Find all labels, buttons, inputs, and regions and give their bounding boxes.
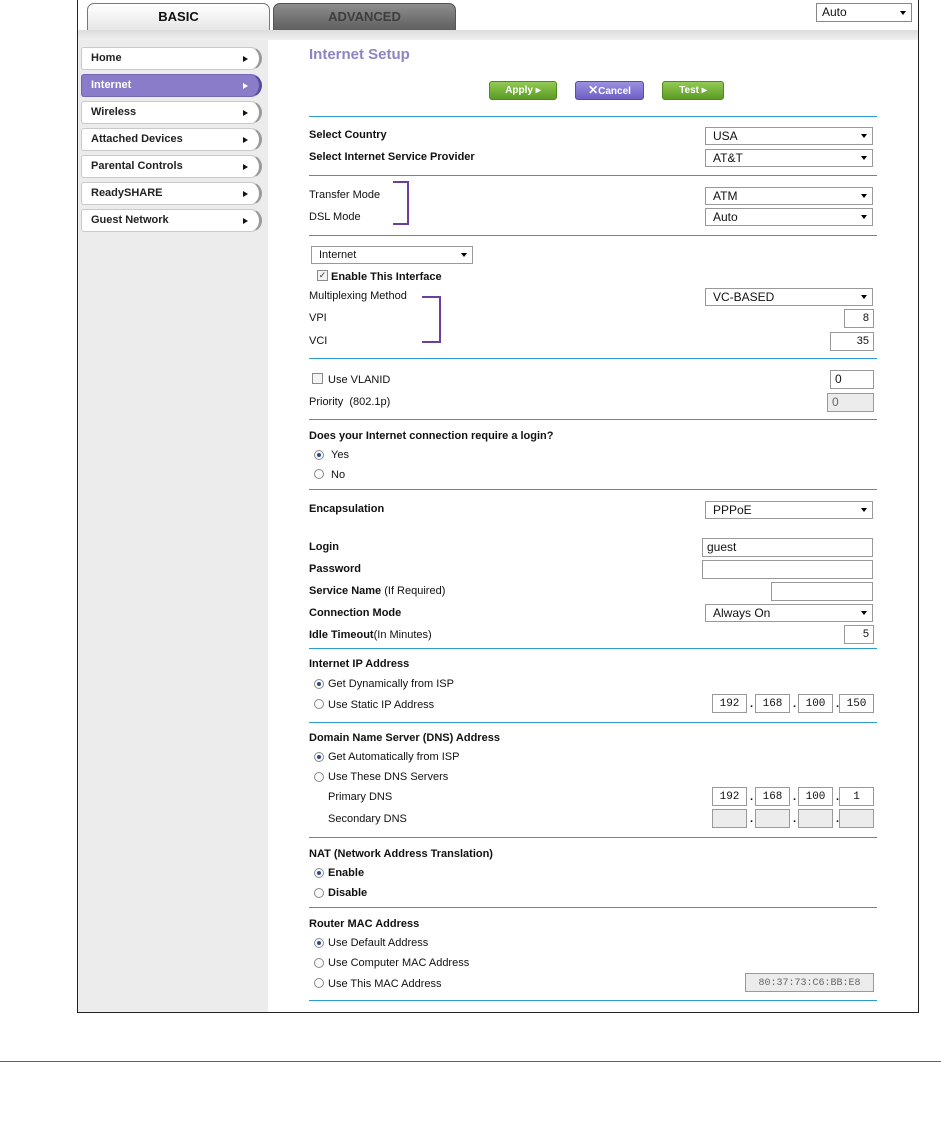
sidebar-item-label: Attached Devices [91, 133, 183, 145]
priority-input: 0 [827, 393, 874, 412]
secondary-dns-octet-4[interactable] [839, 809, 874, 828]
router-admin-window [77, 0, 919, 1013]
ip-dynamic-label: Get Dynamically from ISP [328, 678, 454, 690]
sidebar-item-wireless[interactable] [81, 101, 262, 124]
chevron-down-icon [461, 253, 467, 257]
mac-computer-label: Use Computer MAC Address [328, 957, 470, 969]
octet-separator: . [793, 791, 797, 803]
password-input[interactable] [702, 560, 873, 579]
section-divider [309, 722, 877, 723]
idle-timeout-label [309, 629, 432, 641]
ip-octet-1[interactable]: 192 [712, 694, 747, 713]
vci-label: VCI [309, 335, 328, 347]
service-name-label [309, 585, 445, 597]
vlanid-input[interactable]: 0 [830, 370, 874, 389]
nat-heading: NAT (Network Address Translation) [309, 848, 493, 860]
mac-custom-radio[interactable] [314, 978, 324, 988]
multiplexing-label: Multiplexing Method [309, 290, 407, 302]
transfer-mode-label: Transfer Mode [309, 189, 381, 201]
priority-label: Priority (802.1p) [309, 396, 391, 408]
ip-static-label: Use Static IP Address [328, 699, 435, 711]
main-panel [290, 40, 919, 1012]
dns-manual-label: Use These DNS Servers [328, 771, 449, 783]
sidebar-item-label: Guest Network [91, 214, 169, 226]
sidebar-item-label: Parental Controls [91, 160, 183, 172]
enable-interface-label: Enable This Interface [331, 271, 442, 283]
sidebar-item-internet[interactable] [81, 74, 262, 97]
secondary-dns-octet-2[interactable] [755, 809, 790, 828]
section-divider [309, 116, 877, 117]
section-divider [309, 235, 877, 236]
secondary-dns-octet-1[interactable] [712, 809, 747, 828]
section-divider [309, 358, 877, 359]
octet-separator: . [750, 791, 754, 803]
dns-auto-label: Get Automatically from ISP [328, 751, 460, 763]
primary-dns-label: Primary DNS [328, 791, 393, 803]
page-title: Internet Setup [309, 46, 410, 63]
octet-separator: . [836, 791, 840, 803]
mac-address-input[interactable]: 80:37:73:C6:BB:E8 [745, 973, 874, 992]
ip-address-heading: Internet IP Address [309, 658, 410, 670]
octet-separator: . [836, 698, 840, 710]
login-required-question: Does your Internet connection require a login? [309, 430, 554, 442]
vci-input[interactable]: 35 [830, 332, 874, 351]
connection-mode-value: Always On [713, 606, 771, 620]
arrow-right-icon [243, 56, 248, 62]
sidebar-item-label: Wireless [91, 106, 137, 118]
dsl-mode-value: Auto [713, 210, 738, 224]
ip-dynamic-radio[interactable] [314, 679, 324, 689]
use-vlanid-checkbox[interactable] [312, 373, 323, 384]
login-input[interactable]: guest [702, 538, 873, 557]
language-select[interactable] [816, 3, 912, 22]
sidebar-item-label: ReadySHARE [91, 187, 163, 199]
arrow-right-icon [243, 191, 248, 197]
arrow-right-icon [243, 83, 248, 89]
section-divider [309, 1000, 877, 1001]
octet-separator: . [793, 813, 797, 825]
service-name-label-main: Service Name [309, 585, 382, 597]
ip-octet-2[interactable]: 168 [755, 694, 790, 713]
sidebar-item-home[interactable] [81, 47, 262, 70]
password-label: Password [309, 563, 361, 575]
cancel-button-label: Cancel [598, 86, 631, 97]
dns-heading: Domain Name Server (DNS) Address [309, 732, 500, 744]
connection-mode-label: Connection Mode [309, 607, 402, 619]
sidebar-item-label: Internet [91, 79, 132, 91]
login-yes-radio[interactable] [314, 450, 324, 460]
arrow-right-icon [243, 110, 248, 116]
mac-default-label: Use Default Address [328, 937, 429, 949]
encapsulation-select[interactable] [705, 501, 873, 519]
primary-dns-octet-4[interactable]: 1 [839, 787, 874, 806]
dns-auto-radio[interactable] [314, 752, 324, 762]
country-select-value: USA [713, 129, 738, 143]
section-divider [309, 419, 877, 420]
interface-select-value: Internet [319, 249, 357, 261]
tab-advanced[interactable]: ADVANCED [273, 3, 456, 30]
multiplexing-value: VC-BASED [713, 290, 775, 304]
secondary-dns-label: Secondary DNS [328, 813, 407, 825]
ip-octet-4[interactable]: 150 [839, 694, 874, 713]
use-vlanid-label: Use VLANID [328, 374, 391, 386]
test-button[interactable]: Test ▸ [662, 81, 724, 100]
country-select[interactable] [705, 127, 873, 145]
transfer-mode-select[interactable] [705, 187, 873, 205]
sidebar-nav [78, 40, 268, 1012]
language-select-value: Auto [822, 5, 847, 19]
octet-separator: . [750, 813, 754, 825]
section-divider [309, 175, 877, 176]
service-name-label-hint: (If Required) [381, 585, 446, 597]
provider-label: Select Internet Service Provider [309, 151, 475, 163]
sidebar-item-attached-devices[interactable] [81, 128, 262, 151]
octet-separator: . [836, 813, 840, 825]
login-no-label: No [331, 469, 346, 481]
internet-setup-form [309, 40, 879, 1012]
mac-computer-radio[interactable] [314, 958, 324, 968]
encapsulation-value: PPPoE [713, 503, 752, 517]
section-divider [309, 489, 877, 490]
page-footer-rule [0, 1061, 941, 1062]
enable-interface-checkbox[interactable]: ✓ [318, 270, 327, 280]
nat-enable-radio[interactable] [314, 868, 324, 878]
ip-octet-3[interactable]: 100 [798, 694, 833, 713]
sidebar-item-label: Home [91, 52, 122, 64]
tab-basic[interactable]: BASIC [87, 3, 270, 30]
service-name-input[interactable] [771, 582, 873, 601]
login-label: Login [309, 541, 339, 553]
section-divider [309, 648, 877, 649]
dsl-mode-label: DSL Mode [309, 211, 361, 223]
interface-select[interactable] [311, 246, 473, 264]
idle-timeout-input[interactable]: 5 [844, 625, 874, 644]
annotation-bracket [422, 296, 441, 343]
country-label: Select Country [309, 129, 387, 141]
transfer-mode-value: ATM [713, 189, 738, 203]
tab-bar-divider [78, 30, 918, 40]
octet-separator: . [793, 698, 797, 710]
nat-disable-label: Disable [328, 887, 368, 899]
annotation-bracket [393, 181, 409, 225]
idle-timeout-label-main: Idle Timeout [309, 629, 374, 641]
chevron-down-icon [861, 508, 867, 512]
arrow-right-icon [243, 218, 248, 224]
secondary-dns-octet-3[interactable] [798, 809, 833, 828]
section-divider [309, 837, 877, 838]
primary-dns-octet-3[interactable]: 100 [798, 787, 833, 806]
nat-disable-radio[interactable] [314, 888, 324, 898]
provider-select-value: AT&T [713, 151, 743, 165]
primary-dns-octet-1[interactable]: 192 [712, 787, 747, 806]
arrow-right-icon [243, 137, 248, 143]
chevron-down-icon [861, 134, 867, 138]
chevron-down-icon [861, 611, 867, 615]
connection-mode-select[interactable] [705, 604, 873, 622]
dsl-mode-select[interactable] [705, 208, 873, 226]
idle-timeout-label-hint: (In Minutes) [373, 629, 432, 641]
sidebar-item-parental-controls[interactable] [81, 155, 262, 178]
login-no-radio[interactable] [314, 469, 324, 479]
sidebar-item-guest-network[interactable] [81, 209, 262, 232]
ip-static-radio[interactable] [314, 699, 324, 709]
close-icon: ✕ [588, 83, 599, 97]
arrow-right-icon [243, 164, 248, 170]
chevron-down-icon [861, 194, 867, 198]
mac-default-radio[interactable] [314, 938, 324, 948]
apply-button[interactable]: Apply ▸ [489, 81, 557, 100]
mac-custom-label: Use This MAC Address [328, 978, 442, 990]
mac-heading: Router MAC Address [309, 918, 420, 930]
vpi-input[interactable]: 8 [844, 309, 874, 328]
octet-separator: . [750, 698, 754, 710]
nat-enable-label: Enable [328, 867, 365, 879]
dns-manual-radio[interactable] [314, 772, 324, 782]
encapsulation-label: Encapsulation [309, 503, 385, 515]
chevron-down-icon [861, 156, 867, 160]
login-yes-label: Yes [331, 449, 349, 461]
multiplexing-select[interactable] [705, 288, 873, 306]
chevron-down-icon [900, 11, 906, 15]
chevron-down-icon [861, 215, 867, 219]
vpi-label: VPI [309, 312, 327, 324]
provider-select[interactable] [705, 149, 873, 167]
chevron-down-icon [861, 295, 867, 299]
sidebar-item-readyshare[interactable] [81, 182, 262, 205]
section-divider [309, 907, 877, 908]
primary-dns-octet-2[interactable]: 168 [755, 787, 790, 806]
